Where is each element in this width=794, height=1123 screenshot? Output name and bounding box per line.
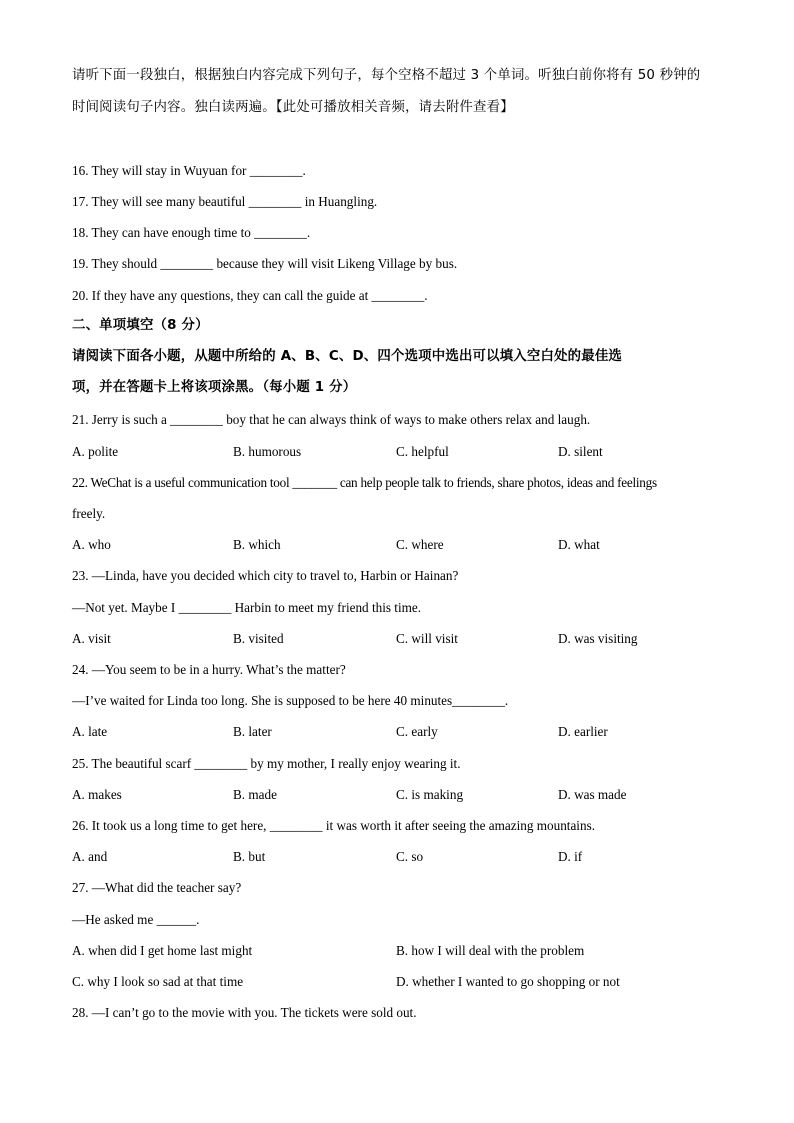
question-stem-reply: —He asked me ______. [72, 912, 200, 927]
option-a: A. makes [72, 787, 122, 802]
question-stem: 23. —Linda, have you decided which city to travel to, Harbin or Hainan? [72, 568, 459, 583]
listening-item-18: 18. They can have enough time to ________. [72, 225, 311, 240]
option-a: A. polite [72, 444, 119, 459]
listening-item-19: 19. They should ________ because they will visit Likeng Village by bus. [72, 256, 458, 271]
intro-line-1: 请听下面一段独白，根据独白内容完成下列句子，每个空格不超过 3 个单词。听独白前你将有 50 秒钟的 [72, 68, 701, 83]
option-b: B. which [233, 537, 281, 552]
option-d: D. was visiting [558, 631, 638, 646]
option-a: A. visit [72, 631, 111, 646]
question-stem-reply: —Not yet. Maybe I ________ Harbin to meet my friend this time. [72, 600, 422, 615]
option-c: C. so [396, 849, 424, 864]
option-b: B. but [233, 849, 266, 864]
question-stem: 26. It took us a long time to get here, ________ it was worth it after seeing the amazing mountains. [72, 818, 595, 833]
option-c: C. is making [396, 787, 464, 802]
option-d: D. silent [558, 444, 603, 459]
option-c: C. early [396, 724, 438, 739]
option-d: D. if [558, 849, 583, 864]
option-c: C. helpful [396, 444, 449, 459]
option-b: B. made [233, 787, 277, 802]
option-b: B. humorous [233, 444, 302, 459]
question-stem: 22. WeChat is a useful communication tool _______ can help people talk to friends, share photos, ideas and feelings [72, 475, 657, 490]
option-d: D. what [558, 537, 600, 552]
option-a: A. and [72, 849, 108, 864]
question-stem: 25. The beautiful scarf ________ by my mother, I really enjoy wearing it. [72, 756, 461, 771]
option-b: B. how I will deal with the problem [396, 943, 585, 958]
option-c: C. why I look so sad at that time [72, 974, 244, 989]
option-d: D. earlier [558, 724, 608, 739]
question-stem: 21. Jerry is such a ________ boy that he can always think of ways to make others relax and laugh. [72, 412, 591, 427]
option-b: B. visited [233, 631, 284, 646]
question-stem: 24. —You seem to be in a hurry. What’s the matter? [72, 662, 346, 677]
option-d: D. was made [558, 787, 627, 802]
section-instruction-2: 项，并在答题卡上将该项涂黑。（每小题 1 分） [72, 380, 357, 395]
option-b: B. later [233, 724, 272, 739]
listening-item-20: 20. If they have any questions, they can call the guide at ________. [72, 288, 428, 303]
question-stem-continued: freely. [72, 506, 106, 521]
option-d: D. whether I wanted to go shopping or not [396, 974, 620, 989]
option-c: C. where [396, 537, 444, 552]
question-stem-reply: —I’ve waited for Linda too long. She is supposed to be here 40 minutes________. [72, 693, 509, 708]
section-heading: 二、单项填空（8 分） [72, 318, 209, 333]
option-c: C. will visit [396, 631, 458, 646]
section-instruction-1: 请阅读下面各小题，从题中所给的 A、B、C、D、四个选项中选出可以填入空白处的最佳选 [72, 349, 623, 364]
question-stem: 28. —I can’t go to the movie with you. The tickets were sold out. [72, 1005, 417, 1020]
intro-line-2: 时间阅读句子内容。独白读两遍。【此处可播放相关音频，请去附件查看】 [72, 100, 514, 115]
option-a: A. when did I get home last might [72, 943, 253, 958]
option-a: A. late [72, 724, 108, 739]
question-stem: 27. —What did the teacher say? [72, 880, 242, 895]
listening-item-17: 17. They will see many beautiful ________ in Huangling. [72, 194, 378, 209]
listening-item-16: 16. They will stay in Wuyuan for ________. [72, 163, 306, 178]
option-a: A. who [72, 537, 111, 552]
